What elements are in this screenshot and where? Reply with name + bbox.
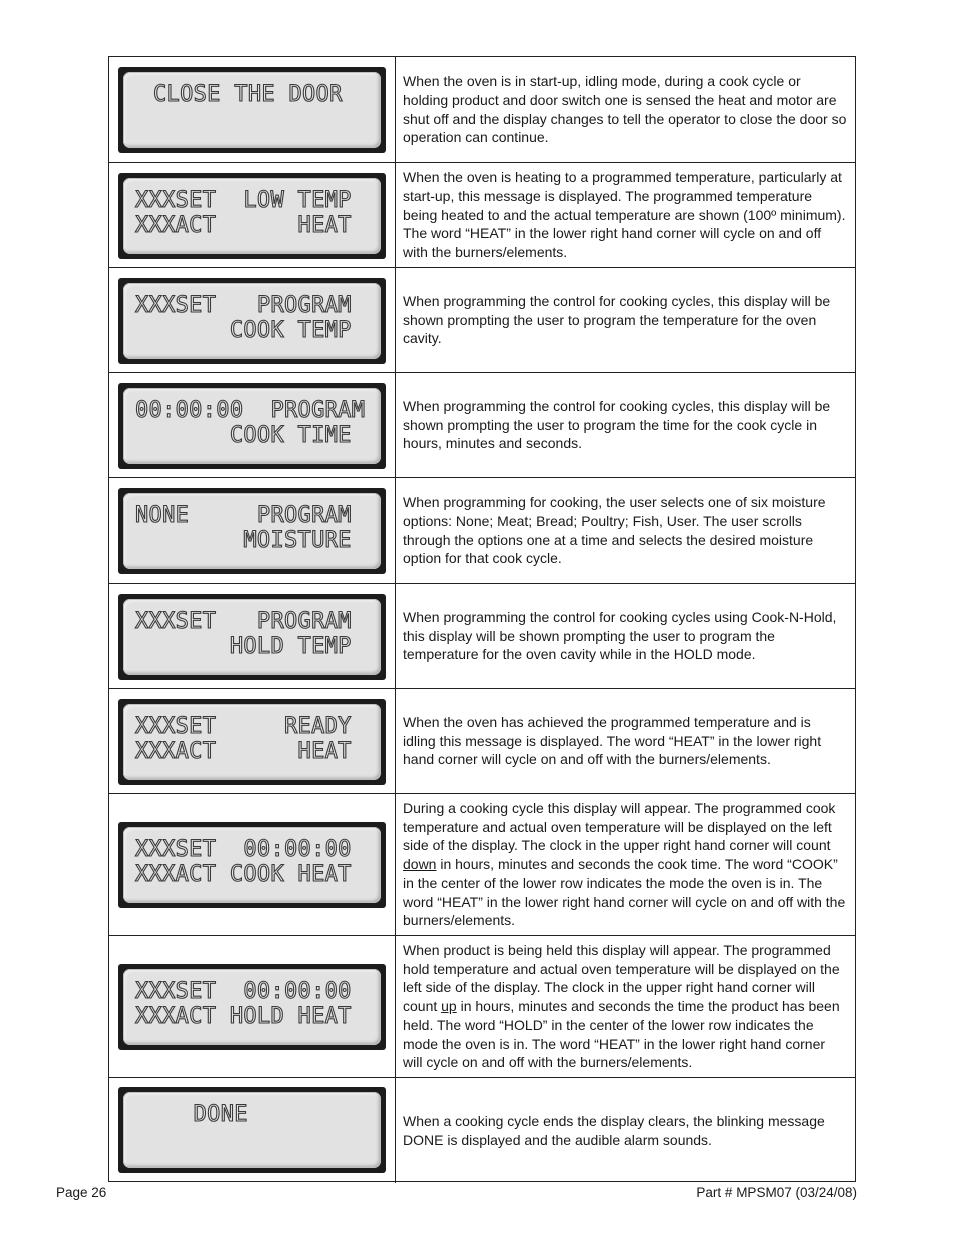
description-cell [395, 163, 855, 267]
lcd-cell [109, 936, 396, 1077]
description-text: When programming for cooking, the user selects one of six moisture options: None; Meat; Bread; Poultry; Fish, User. The user scrolls through the options one at a time and selects the desired moisture option for that cook cycle. [403, 493, 826, 567]
description-cell [395, 794, 855, 935]
description-cell [395, 478, 855, 583]
lcd-screen [123, 178, 381, 254]
lcd-display [118, 594, 386, 680]
lcd-line-2: XXXACT HEAT [135, 213, 352, 238]
description-cell [395, 689, 855, 793]
description-text [403, 941, 847, 1073]
lcd-cell [109, 584, 396, 688]
lcd-cell [109, 794, 396, 935]
description-text: When programming the control for cooking cycles, this display will be shown prompting the user to program the time for the cook cycle in hours, minutes and seconds. [403, 397, 831, 452]
table-row [109, 1078, 855, 1183]
lcd-line-1: XXXSET 00:00:00 [135, 837, 352, 862]
lcd-screen [123, 969, 381, 1045]
table-row [109, 584, 855, 689]
description-cell [395, 1078, 855, 1183]
lcd-line-2: COOK TEMP [135, 318, 352, 343]
description-cell [395, 57, 855, 162]
lcd-line-2: MOISTURE [135, 528, 352, 553]
underlined-word: up [441, 998, 457, 1015]
lcd-display [118, 173, 386, 259]
lcd-screen [123, 72, 381, 148]
lcd-line-1: XXXSET PROGRAM [135, 609, 352, 634]
lcd-display [118, 822, 386, 908]
lcd-screen [123, 599, 381, 675]
part-number: Part # MPSM07 (03/24/08) [696, 1185, 857, 1200]
lcd-display [118, 383, 386, 469]
description-cell [395, 268, 855, 372]
table-row [109, 478, 855, 584]
lcd-display [118, 67, 386, 153]
lcd-screen [123, 283, 381, 359]
lcd-line-1: 00:00:00 PROGRAM [135, 398, 366, 423]
lcd-cell [109, 268, 396, 372]
table-row [109, 794, 855, 936]
table-row [109, 689, 855, 794]
description-cell [395, 936, 855, 1077]
lcd-cell [109, 478, 396, 583]
lcd-line-2: XXXACT HOLD HEAT [135, 1004, 352, 1029]
table-row [109, 57, 855, 163]
lcd-cell [109, 57, 396, 162]
lcd-line-1: XXXSET PROGRAM [135, 293, 352, 318]
lcd-display [118, 488, 386, 574]
lcd-screen [123, 827, 381, 903]
description-text: When programming the control for cooking cycles using Cook-N-Hold, this display will be shown prompting the user to program the temperature for the oven cavity while in the HOLD mode. [403, 608, 837, 663]
lcd-line-1: XXXSET 00:00:00 [135, 979, 352, 1004]
lcd-display [118, 278, 386, 364]
lcd-line-1: CLOSE THE DOOR [153, 82, 343, 107]
lcd-display [118, 1087, 386, 1173]
lcd-line-1: DONE [153, 1102, 248, 1127]
description-text [403, 799, 847, 931]
description-text: When a cooking cycle ends the display clears, the blinking message DONE is displayed and the audible alarm sounds. [403, 1112, 825, 1148]
table-row [109, 373, 855, 478]
lcd-line-2: COOK TIME [135, 423, 352, 448]
description-cell [395, 584, 855, 688]
display-messages-table [108, 56, 856, 1182]
lcd-screen [123, 1092, 381, 1168]
description-text: When programming the control for cooking cycles, this display will be shown prompting the user to program the temperature for the oven cavity. [403, 292, 831, 347]
description-part: When product is being held this display will appear. The programmed hold temperature and actual oven temperature will be displayed on the left side of the display. The clock in the upper right hand corner will count [403, 941, 840, 1015]
lcd-cell [109, 1078, 396, 1183]
description-text: When the oven is heating to a programmed temperature, particularly at start-up, this message is displayed. The programmed temperature being heated to and the actual temperature are shown (100º minimum). The word “HEAT” in the lower right hand corner will cycle on and off with the burners/elements. [403, 169, 846, 261]
lcd-cell [109, 373, 396, 477]
table-row [109, 936, 855, 1078]
lcd-screen [123, 704, 381, 780]
lcd-cell [109, 689, 396, 793]
lcd-display [118, 699, 386, 785]
description-text: When the oven is in start-up, idling mode, during a cook cycle or holding product and door switch one is sensed the heat and motor are shut off and the display changes to tell the operator to close the door so operation can continue. [403, 72, 847, 146]
description-cell [395, 373, 855, 477]
lcd-screen [123, 493, 381, 569]
lcd-line-1: XXXSET READY [135, 714, 352, 739]
lcd-line-2: HOLD TEMP [135, 634, 352, 659]
lcd-line-1: NONE PROGRAM [135, 503, 352, 528]
page-number: Page 26 [56, 1185, 107, 1200]
lcd-display [118, 964, 386, 1050]
lcd-screen [123, 388, 381, 464]
description-part: in hours, minutes and seconds the cook time. The word “COOK” in the center of the lower row indicates the mode the oven is in. The word “HEAT” in the lower right hand corner will cycle on and off with the burners/elements. [403, 856, 846, 929]
underlined-word: down [403, 856, 437, 873]
lcd-line-2: XXXACT COOK HEAT [135, 862, 352, 887]
table-row [109, 163, 855, 268]
description-part: in hours, minutes and seconds the time the product has been held. The word “HOLD” in the center of the lower row indicates the mode the oven is in. The word “HEAT” in the lower right hand corner will cycle on and off with the burners/elements. [403, 998, 840, 1071]
lcd-line-2: XXXACT HEAT [135, 739, 352, 764]
table-row [109, 268, 855, 373]
lcd-line-1: XXXSET LOW TEMP [135, 188, 352, 213]
description-text: When the oven has achieved the programmed temperature and is idling this message is displayed. The word “HEAT” in the lower right hand corner will cycle on and off with the burners/elements. [403, 713, 822, 768]
lcd-cell [109, 163, 396, 267]
description-part: During a cooking cycle this display will appear. The programmed cook temperature and actual oven temperature will be displayed on the left side of the display. The clock in the upper right hand corner will count [403, 799, 836, 854]
